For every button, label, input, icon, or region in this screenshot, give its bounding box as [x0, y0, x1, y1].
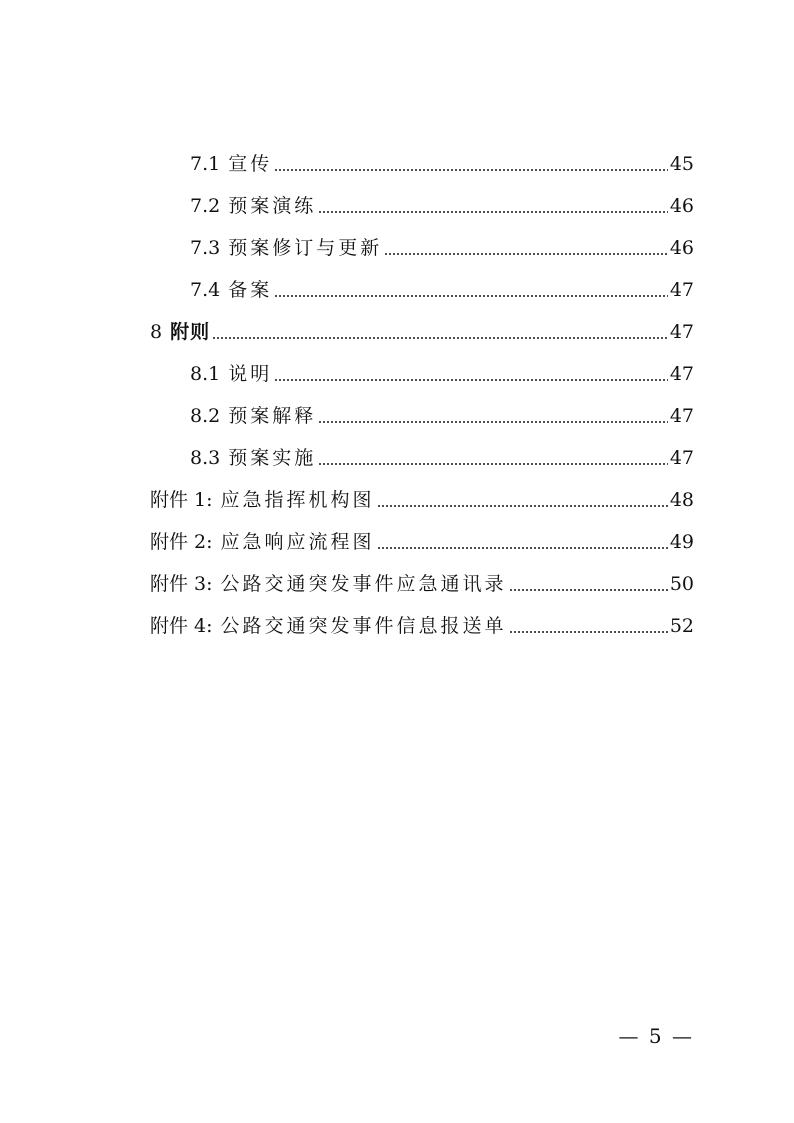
toc-entry-7-2[interactable]: [190, 188, 694, 218]
toc-entry-number: 附件 2:: [150, 531, 213, 553]
toc-entry-appendix-2[interactable]: [150, 524, 694, 554]
toc-dot-leader: [318, 463, 668, 465]
toc-entry-page: 49: [669, 531, 694, 553]
toc-entry-8-2[interactable]: [190, 398, 694, 428]
toc-entry-page: 47: [669, 279, 694, 301]
toc-entry-8[interactable]: [150, 314, 694, 344]
toc-entry-8-3[interactable]: [190, 440, 694, 470]
toc-dot-leader: [377, 547, 668, 549]
toc-entry-page: 45: [669, 153, 694, 175]
toc-entry-appendix-4[interactable]: [150, 608, 694, 638]
toc-entry-page: 47: [669, 321, 694, 343]
toc-dot-leader: [274, 379, 668, 381]
toc-dot-leader: [212, 337, 668, 339]
toc-dot-leader: [384, 253, 668, 255]
toc-entry-number: 7.3: [190, 237, 221, 259]
toc-entry-title: 宣传: [228, 153, 273, 175]
toc-entry-title: 预案修订与更新: [228, 237, 383, 259]
toc-entry-number: 8.2: [190, 405, 221, 427]
toc-dot-leader: [318, 211, 668, 213]
toc-dot-leader: [274, 295, 668, 297]
toc-dot-leader: [377, 505, 668, 507]
toc-entry-number: 8.3: [190, 447, 221, 469]
toc-entry-number: 8.1: [190, 363, 221, 385]
page-number: — 5 —: [618, 1024, 694, 1048]
toc-entry-title: 公路交通突发事件应急通讯录: [220, 573, 507, 595]
toc-entry-title: 预案演练: [228, 195, 317, 217]
toc-dot-leader: [509, 589, 668, 591]
toc-entry-number: 8: [150, 321, 163, 343]
toc-entry-appendix-3[interactable]: [150, 566, 694, 596]
toc-entry-number: 附件 1:: [150, 489, 213, 511]
toc-entry-title: 预案解释: [228, 405, 317, 427]
toc-entry-page: 47: [669, 363, 694, 385]
toc-entry-title: 说明: [228, 363, 273, 385]
toc-entry-7-1[interactable]: [190, 146, 694, 176]
toc-entry-title: 应急指挥机构图: [220, 489, 375, 511]
toc-entry-7-3[interactable]: [190, 230, 694, 260]
toc-entry-number: 7.2: [190, 195, 221, 217]
toc-entry-number: 附件 4:: [150, 615, 213, 637]
toc-dot-leader: [274, 169, 668, 171]
toc-entry-7-4[interactable]: [190, 272, 694, 302]
toc-dot-leader: [509, 631, 668, 633]
toc-entry-page: 46: [669, 195, 694, 217]
toc-entry-title: 备案: [228, 279, 273, 301]
toc-entry-number: 附件 3:: [150, 573, 213, 595]
toc-entry-page: 47: [669, 405, 694, 427]
toc-entry-title: 附则: [170, 321, 211, 343]
toc-dot-leader: [318, 421, 668, 423]
toc-entry-page: 47: [669, 447, 694, 469]
toc-entry-number: 7.1: [190, 153, 221, 175]
toc-entry-page: 48: [669, 489, 694, 511]
toc-entry-title: 公路交通突发事件信息报送单: [220, 615, 507, 637]
toc-entry-8-1[interactable]: [190, 356, 694, 386]
toc-entry-title: 应急响应流程图: [220, 531, 375, 553]
toc-entry-page: 52: [669, 615, 694, 637]
toc-entry-appendix-1[interactable]: [150, 482, 694, 512]
toc-entry-page: 50: [669, 573, 694, 595]
toc-entry-number: 7.4: [190, 279, 221, 301]
toc-entry-title: 预案实施: [228, 447, 317, 469]
toc-entry-page: 46: [669, 237, 694, 259]
